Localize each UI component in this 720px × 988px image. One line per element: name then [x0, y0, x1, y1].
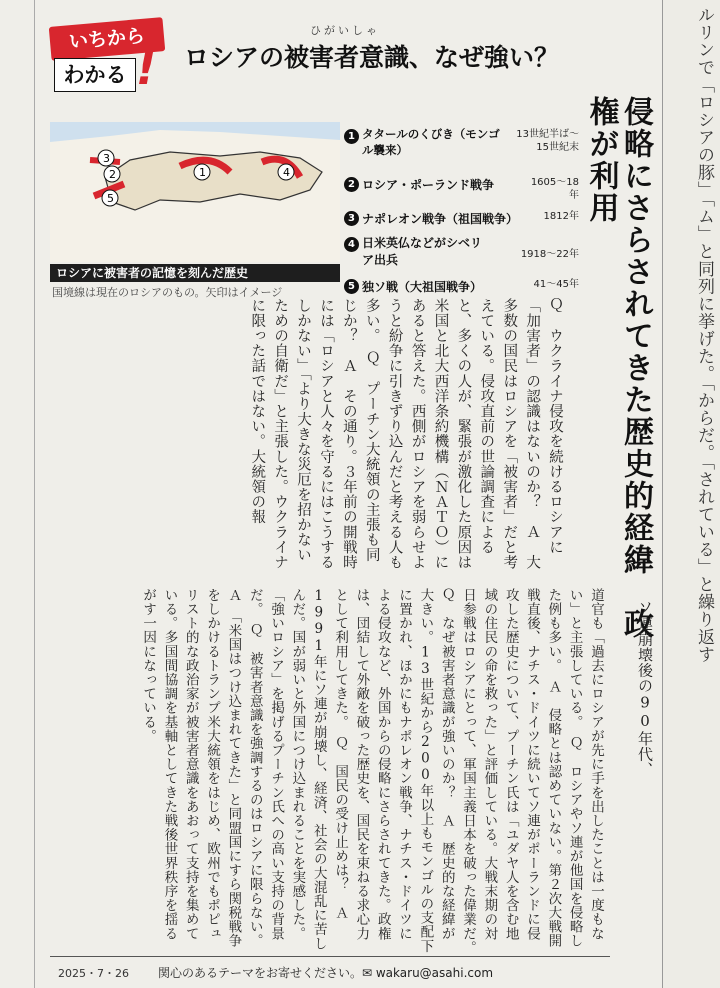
map-caption: ロシアに被害者の記憶を刻んだ歴史 [50, 264, 340, 282]
legend-name: 独ソ戦（大祖国戦争） [362, 280, 483, 294]
left-edge-strip [0, 0, 35, 988]
legend-name: ナポレオン戦争（祖国戦争） [362, 212, 519, 226]
marker-4-label: 4 [283, 166, 290, 179]
badge-exclamation: ! [136, 44, 157, 95]
legend-number: 3 [344, 211, 359, 226]
legend-item [344, 174, 579, 201]
article-footer [50, 956, 610, 983]
legend-name: ロシア・ポーランド戦争 [362, 178, 495, 192]
headline: ロシアの被害者意識、なぜ強い？ [184, 43, 560, 72]
legend-date: 1918～22年 [520, 249, 579, 260]
legend-number: 2 [344, 177, 359, 192]
article-panel [34, 0, 662, 988]
body-block-lower: 道官も「過去にロシアが先に手を出したことは一度もない」と主張している。 Ｑ ロシアやソ連が他国を侵略した例も多い。 Ａ 侵略とは認めていない。第２次大戦開戦直後、ナチス・ドイツに続いてソ連がポーランドに侵攻した歴史について、プーチン氏は「ユダヤ人を含む地域の住民の命を救った」と評価している。大戦末期の対日参戦はロシアにとって、軍国主義日本を破った偉業だ。 Ｑ なぜ被害者意識が強いのか？ Ａ 歴史的な経緯が大きい。13世紀から200年以上もモンゴルの支配下に置かれ、ほかにもナポレオン戦争、ナチス・ドイツによる侵攻など、外国からの侵略にさらされてきた。政権は、団結して外敵を破った歴史を、国民を束ねる求心力として利用してきた。 Ｑ 国民の受け止めは？ Ａ 1991年にソ連が崩壊し、経済、社会の大混乱に苦しんだ。国が弱いと外国につけ込まれることを実感した。「強いロシア」を掲げるプーチン氏への高い支持の背景だ。 Ｑ 被害者意識を強調するのはロシアに限らない。 Ａ 「米国はつけ込まれてきた」と同盟国にすら関税戦争をしかけるトランプ米大統領をはじめ、欧州でもポピュリスト的な政治家が被害者意識をあおって支持を集めている。多国間協調を基軸としてきた戦後世界秩序を揺るがす一因になっている。 [140, 588, 604, 962]
marker-1-label: 1 [199, 166, 206, 179]
history-map [50, 122, 340, 262]
adjacent-article-strip [662, 0, 720, 988]
body-block-continuation: ソ連崩壊後の90年代、 [636, 600, 654, 778]
legend-item [344, 234, 579, 268]
marker-2-label: 2 [109, 168, 116, 181]
legend-number: 5 [344, 279, 359, 294]
legend-item [344, 276, 579, 295]
map-note: 国境線は現在のロシアのもの。矢印はイメージ [52, 286, 283, 299]
legend-date: 41～45年 [533, 279, 579, 290]
legend-date: 1812年 [543, 211, 579, 222]
legend-number: 1 [344, 129, 359, 144]
contact-line: 関心のあるテーマをお寄せください。✉ wakaru@asahi.com [158, 966, 494, 980]
legend-item [344, 208, 579, 227]
ichikara-wakaru-badge [50, 22, 170, 94]
adjacent-article-text: ルリンで「ロシアの豚」「ム」と同列に挙げた。「からだ。「されている」と繰り返す [694, 6, 714, 663]
marker-5-label: 5 [107, 192, 114, 205]
badge-bottom-label: わかる [54, 58, 136, 92]
legend-date: 1605～18年 [530, 177, 579, 201]
marker-3-label: 3 [103, 152, 110, 165]
body-block-upper: Ｑ ウクライナ侵攻を続けるロシアに「加害者」の認識はないのか？ Ａ 大多数の国民はロシアを「被害者」だと考えている。侵攻直前の世論調査によると、多くの人が、緊張が激化した原因は米国と北大西洋条約機構（ＮＡＴＯ）にあると答えた。西側がロシアを弱らせようと紛争に引きずり込んだと考える人も多い。 Ｑ プーチン大統領の主張も同じか？ Ａ その通り。３年前の開戦時には「ロシアと人々を守るにはこうするしかない」「より大きな災厄を招かないための自衛だ」と主張した。ウクライナに限った話ではない。大統領の報 [249, 298, 563, 570]
headline-ruby: ひがいしゃ [310, 24, 380, 37]
legend-date: 13世紀半ば～15世紀末 [516, 129, 579, 153]
legend-name: 日米英仏などがシベリア出兵 [362, 236, 483, 267]
article-title: 侵略にさらされてきた歴史的経緯 政権が利用 [583, 96, 653, 640]
publish-date: 2025・7・26 [58, 967, 129, 980]
legend-name: タタールのくびき（モンゴル襲来） [362, 127, 500, 157]
legend-item [344, 126, 579, 158]
legend-number: 4 [344, 237, 359, 252]
badge-top-label: いちから [49, 17, 166, 61]
